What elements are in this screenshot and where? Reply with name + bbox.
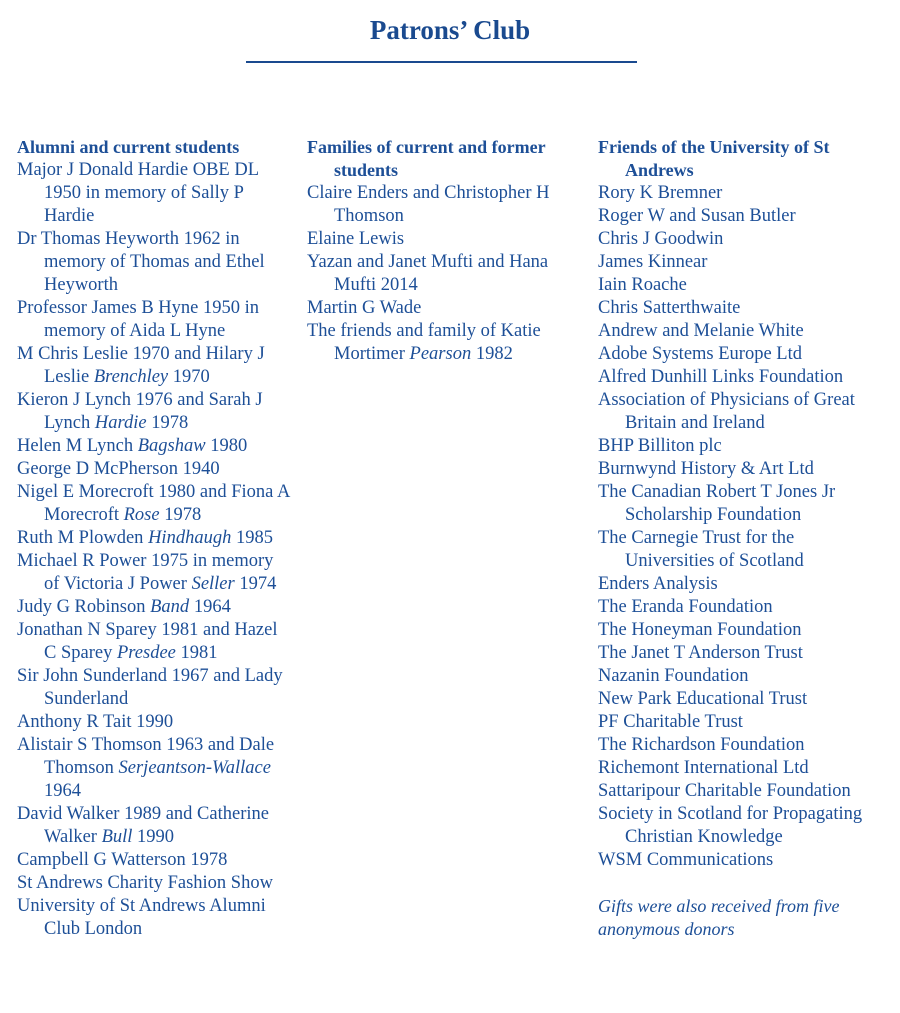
entry-text: Adobe Systems Europe Ltd (598, 344, 802, 364)
donor-entry (598, 389, 888, 435)
donor-entry (17, 734, 292, 803)
donor-entry (17, 619, 292, 665)
entry-text: St Andrews Charity Fashion Show (17, 873, 273, 893)
entry-text: Jonathan N Sparey 1981 and Hazel C Sparey (17, 620, 278, 663)
entry-text: James Kinnear (598, 252, 708, 272)
entry-maiden-name: Hardie (94, 413, 147, 433)
donor-entry (598, 665, 888, 688)
entry-text: Society in Scotland for Propagating Christian Knowledge (598, 804, 863, 847)
entry-maiden-name: Band (150, 597, 190, 617)
donor-entry (17, 297, 292, 343)
donor-entry (598, 320, 888, 343)
donor-entry (17, 343, 292, 389)
column-heading: Alumni and current students (17, 137, 240, 157)
entry-text: Nazanin Foundation (598, 666, 749, 686)
donor-entry (17, 458, 292, 481)
donor-entry (598, 481, 888, 527)
entry-text: 1970 (168, 367, 210, 387)
entry-text: Roger W and Susan Butler (598, 206, 796, 226)
donor-entry (598, 343, 888, 366)
entry-text: The Janet T Anderson Trust (598, 643, 803, 663)
entry-maiden-name: Serjeantson-Wallace (118, 758, 271, 778)
donor-entry (598, 297, 888, 320)
donor-entry (17, 849, 292, 872)
donor-entry (598, 435, 888, 458)
entry-text: 1974 (234, 574, 277, 594)
entry-text: Kieron J Lynch 1976 and Sarah J Lynch (17, 390, 263, 433)
entry-text: 1978 (146, 413, 189, 433)
entry-text: PF Charitable Trust (598, 712, 743, 732)
entry-text: Chris J Goodwin (598, 229, 724, 249)
entry-maiden-name: Bagshaw (137, 436, 206, 456)
entry-text: Nigel E Morecroft 1980 and Fiona A Morecroft (17, 482, 290, 525)
entry-text: Dr Thomas Heyworth 1962 in memory of Thomas and Ethel Heyworth (17, 229, 265, 295)
entry-maiden-name: Rose (123, 505, 160, 525)
entry-text: Richemont International Ltd (598, 758, 809, 778)
entry-text: Elaine Lewis (307, 229, 405, 249)
entry-text: BHP Billiton plc (598, 436, 722, 456)
entry-text: Burnwynd History & Art Ltd (598, 459, 814, 479)
donor-entry (598, 734, 888, 757)
entry-text: M Chris Leslie 1970 and Hilary J Leslie (17, 344, 265, 387)
donor-entry (598, 527, 888, 573)
entry-text: 1982 (471, 344, 513, 364)
entry-text: The Carnegie Trust for the Universities of Scotland (598, 528, 804, 571)
donor-entry (598, 711, 888, 734)
entry-text: 1964 (44, 781, 81, 801)
entry-list (307, 182, 582, 366)
entry-text: 1980 (205, 436, 248, 456)
donor-entry (307, 251, 582, 297)
donor-entry (17, 550, 292, 596)
entry-text: New Park Educational Trust (598, 689, 808, 709)
entry-text: Professor James B Hyne 1950 in memory of Aida L Hyne (17, 298, 260, 341)
entry-maiden-name: Bull (101, 827, 133, 847)
entry-text: The Eranda Foundation (598, 597, 773, 617)
donor-entry (598, 849, 888, 872)
entry-text: Chris Satterthwaite (598, 298, 741, 318)
entry-text: Major J Donald Hardie OBE DL 1950 in memory of Sally P Hardie (17, 160, 259, 226)
donor-entry (598, 803, 888, 849)
entry-text: The Richardson Foundation (598, 735, 805, 755)
entry-text: Campbell G Watterson 1978 (17, 850, 228, 870)
donor-entry (598, 688, 888, 711)
page-title: Patrons’ Club (369, 15, 531, 45)
donor-entry (17, 481, 292, 527)
donor-entry (598, 573, 888, 596)
entry-maiden-name: Seller (191, 574, 235, 594)
donor-entry (598, 642, 888, 665)
entry-text: Enders Analysis (598, 574, 718, 594)
entry-text: 1978 (159, 505, 202, 525)
donor-entry (17, 596, 292, 619)
donor-entry (307, 182, 582, 228)
entry-text: Michael R Power 1975 in memory of Victoria J Power (17, 551, 274, 594)
donor-entry (598, 182, 888, 205)
entry-text: Sattaripour Charitable Foundation (598, 781, 851, 801)
column-families (307, 136, 582, 366)
donor-entry (598, 596, 888, 619)
donor-entry (598, 757, 888, 780)
donor-entry (598, 205, 888, 228)
entry-text: Anthony R Tait 1990 (17, 712, 174, 732)
donor-entry (598, 228, 888, 251)
donor-entry (17, 159, 292, 228)
entry-text: Judy G Robinson (17, 597, 151, 617)
entry-maiden-name: Brenchley (93, 367, 169, 387)
entry-maiden-name: Pearson (409, 344, 472, 364)
entry-text: George D McPherson 1940 (17, 459, 220, 479)
entry-text: Sir John Sunderland 1967 and Lady Sunderland (17, 666, 283, 709)
entry-text: Alfred Dunhill Links Foundation (598, 367, 844, 387)
anonymous-donors-note: Gifts were also received from five anonymous donors (598, 896, 840, 939)
entry-list (598, 182, 888, 872)
entry-text: Alistair S Thomson 1963 and Dale Thomson (17, 735, 275, 778)
donor-entry (307, 320, 582, 366)
entry-text: Rory K Bremner (598, 183, 723, 203)
donor-entry (17, 665, 292, 711)
entry-text: The Honeyman Foundation (598, 620, 802, 640)
entry-text: David Walker 1989 and Catherine Walker (17, 804, 269, 847)
column-heading: Families of current and former students (307, 137, 546, 180)
donor-entry (17, 389, 292, 435)
entry-list (17, 159, 292, 941)
column-alumni (17, 136, 292, 941)
donor-entry (598, 274, 888, 297)
entry-text: Helen M Lynch (17, 436, 138, 456)
donor-entry (598, 366, 888, 389)
entry-text: WSM Communications (598, 850, 774, 870)
title-divider (246, 61, 637, 63)
column-heading: Friends of the University of St Andrews (598, 137, 830, 180)
entry-text: Andrew and Melanie White (598, 321, 804, 341)
donor-entry (307, 228, 582, 251)
donor-entry (17, 527, 292, 550)
donor-entry (17, 803, 292, 849)
donor-entry (598, 780, 888, 803)
entry-text: The Canadian Robert T Jones Jr Scholarship Foundation (598, 482, 836, 525)
entry-text: Martin G Wade (307, 298, 422, 318)
entry-text: Iain Roache (598, 275, 687, 295)
entry-text: The friends and family of Katie Mortimer (307, 321, 541, 364)
donor-entry (17, 711, 292, 734)
entry-text: Ruth M Plowden (17, 528, 149, 548)
entry-maiden-name: Hindhaugh (148, 528, 232, 548)
entry-text: 1981 (175, 643, 218, 663)
entry-text: Association of Physicians of Great Britain and Ireland (598, 390, 855, 433)
donor-entry (307, 297, 582, 320)
entry-text: 1985 (231, 528, 273, 548)
entry-maiden-name: Presdee (116, 643, 176, 663)
donor-entry (598, 251, 888, 274)
entry-text: Yazan and Janet Mufti and Hana Mufti 2014 (307, 252, 549, 295)
donor-entry (17, 872, 292, 895)
donor-entry (17, 228, 292, 297)
entry-text: Claire Enders and Christopher H Thomson (307, 183, 550, 226)
column-friends (598, 136, 888, 941)
entry-text: University of St Andrews Alumni Club London (17, 896, 266, 939)
entry-text: 1990 (132, 827, 175, 847)
donor-entry (17, 435, 292, 458)
donor-entry (598, 619, 888, 642)
donor-entry (17, 895, 292, 941)
entry-text: 1964 (189, 597, 231, 617)
donor-entry (598, 458, 888, 481)
